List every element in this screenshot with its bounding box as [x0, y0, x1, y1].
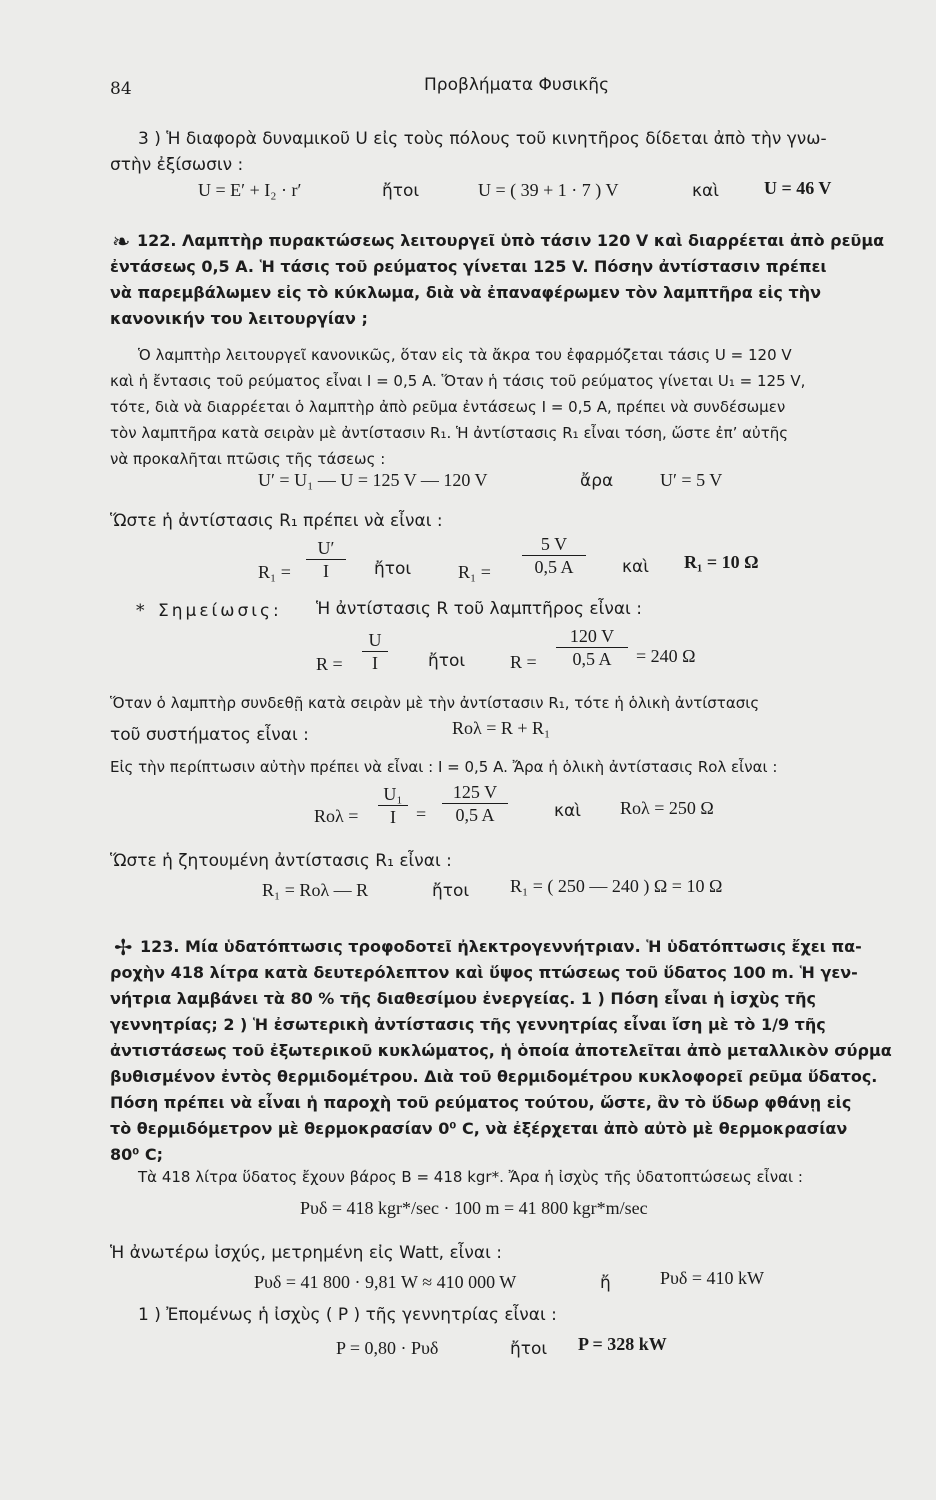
equation-connector: ἤ	[600, 1273, 611, 1293]
fraction-denominator: 0,5 A	[534, 557, 574, 577]
equation-connector: ἄρα	[580, 471, 614, 491]
solution-line: Ἡ ἀνωτέρω ἰσχύς, μετρημένη εἰς Watt, εἶναι :	[110, 1243, 502, 1263]
paragraph-line: Εἰς τὴν περίπτωσιν αὐτὴν πρέπει νὰ εἶναι : I = 0,5 A. Ἄρα ἡ ὁλικὴ ἀντίστασις Rολ εἶναι :	[110, 758, 778, 776]
equation: U = E′ + I₂ · r′	[198, 180, 302, 200]
equation: R₁ = ( 250 — 240 ) Ω = 10 Ω	[510, 876, 723, 896]
fraction-bar	[442, 803, 508, 804]
problem-statement-line: ἐντάσεως 0,5 A. Ἡ τάσις τοῦ ρεύματος γίνεται 125 V. Πόσην ἀντίστασιν πρέπει	[110, 257, 827, 276]
equation-result: U = 46 V	[764, 178, 832, 198]
paragraph-line: Ὅταν ὁ λαμπτὴρ συνδεθῇ κατὰ σειρὰν μὲ τὴν ἀντίστασιν R₁, τότε ἡ ὁλικὴ ἀντίστασις	[110, 694, 760, 712]
solution-line: καὶ ἡ ἔντασις τοῦ ρεύματος εἶναι I = 0,5 A. Ὅταν ἡ τάσις τοῦ ρεύματος γίνεται U₁ = 125 V,	[110, 372, 806, 390]
problem-statement-line: 123. Μία ὑδατόπτωσις τροφοδοτεῖ ἠλεκτρογεννήτριαν. Ἡ ὑδατόπτωσις ἔχει πα-	[140, 937, 862, 956]
problem-statement-line: γεννητρίας; 2 ) Ἡ ἐσωτερικὴ ἀντίστασις τῆς γεννητρίας εἶναι ἴση μὲ τὸ 1/9 τῆς	[110, 1015, 826, 1034]
margin-mark-icon: ✢	[114, 936, 133, 961]
fraction	[378, 784, 408, 827]
fraction-denominator: I	[390, 807, 396, 827]
margin-mark-icon: ❧	[112, 230, 131, 255]
paragraph-line: Ὥστε ἡ ζητουμένη ἀντίστασις R₁ εἶναι :	[110, 851, 452, 871]
equation: U′ = U₁ — U = 125 V — 120 V	[258, 470, 488, 490]
equation: U = ( 39 + 1 · 7 ) V	[478, 180, 619, 200]
note-label: Σημείωσις:	[158, 601, 282, 621]
problem-statement-line: Πόση πρέπει νὰ εἶναι ἡ παροχὴ τοῦ ρεύματος τούτου, ὥστε, ἂν τὸ ὕδωρ φθάνῃ εἰς	[110, 1093, 852, 1112]
fraction	[442, 782, 508, 825]
paragraph-line: 3 ) Ἡ διαφορὰ δυναμικοῦ U εἰς τοὺς πόλους τοῦ κινητῆρος δίδεται ἀπὸ τὴν γνω-	[138, 129, 827, 149]
running-title: Προβλήματα Φυσικῆς	[424, 75, 610, 95]
equation-connector: ἤτοι	[374, 559, 412, 579]
equation: Pυδ = 418 kgr*/sec · 100 m = 41 800 kgr*m/sec	[300, 1198, 648, 1218]
equation-connector: ἤτοι	[510, 1339, 548, 1359]
fraction-denominator: 0,5 A	[572, 649, 612, 669]
fraction-bar	[362, 651, 388, 652]
equation: Pυδ = 41 800 · 9,81 W ≈ 410 000 W	[254, 1272, 517, 1292]
fraction-numerator: U₁	[383, 784, 403, 804]
solution-line: τότε, διὰ νὰ διαρρέεται ὁ λαμπτὴρ ἀπὸ ρεῦμα ἐντάσεως I = 0,5 A, πρέπει νὰ συνδέσωμεν	[110, 398, 786, 416]
problem-statement-line: τὸ θερμιδόμετρον μὲ θερμοκρασίαν 0⁰ C, νὰ ἐξέρχεται ἀπὸ αὐτὸ μὲ θερμοκρασίαν	[110, 1119, 848, 1138]
equation-connector: καὶ	[692, 181, 719, 201]
equation-result: Rολ = 250 Ω	[620, 798, 714, 818]
problem-statement-line: 80⁰ C;	[110, 1145, 163, 1164]
problem-statement-line: νὰ παρεμβάλωμεν εἰς τὸ κύκλωμα, διὰ νὰ ἐπαναφέρωμεν τὸν λαμπτῆρα εἰς τὴν	[110, 283, 821, 302]
problem-statement-line: ἀντιστάσεως τοῦ ἐξωτερικοῦ κυκλώματος, ἡ ὁποία ἀποτελεῖται ἀπὸ μεταλλικὸν σύρμα	[110, 1041, 892, 1060]
equation-connector: ἤτοι	[382, 181, 420, 201]
paragraph-line: στὴν ἐξίσωσιν :	[110, 155, 244, 175]
equation-result: R₁ = 10 Ω	[684, 552, 759, 572]
equation: U′ = 5 V	[660, 470, 723, 490]
page-number: 84	[110, 79, 132, 99]
equation: R₁ = Rολ — R	[262, 880, 369, 900]
fraction-bar	[378, 805, 408, 806]
fraction	[362, 630, 388, 673]
fraction-denominator: 0,5 A	[455, 805, 495, 825]
fraction-bar	[556, 647, 628, 648]
problem-statement-line: ροχὴν 418 λίτρα κατὰ δευτερόλεπτον καὶ ὕψος πτώσεως τοῦ ὕδατος 100 m. Ἡ γεν-	[110, 963, 858, 982]
equation-connector: καὶ	[622, 557, 649, 577]
fraction-numerator: U	[368, 630, 382, 650]
equation: Rολ = R + R₁	[452, 718, 551, 738]
equation: P = 0,80 · Pυδ	[336, 1338, 439, 1358]
paragraph-line: Ὥστε ἡ ἀντίστασις R₁ πρέπει νὰ εἶναι :	[110, 511, 443, 531]
fraction-numerator: 120 V	[569, 626, 615, 646]
solution-line: 1 ) Ἐπομένως ἡ ἰσχὺς ( P ) τῆς γεννητρίας εἶναι :	[138, 1305, 557, 1325]
note-star: *	[136, 601, 145, 621]
fraction	[556, 626, 628, 669]
equation-lhs: R =	[510, 652, 537, 672]
equation-lhs: R₁ =	[258, 562, 291, 582]
note-text: Ἡ ἀντίστασις R τοῦ λαμπτῆρος εἶναι :	[316, 599, 642, 619]
equation-lhs: Rολ =	[314, 806, 359, 826]
fraction-numerator: 125 V	[452, 782, 498, 802]
equation-result: = 240 Ω	[636, 646, 696, 666]
problem-statement-line: βυθισμένον ἐντὸς θερμιδομέτρου. Διὰ τοῦ θερμιδομέτρου κυκλοφορεῖ ρεῦμα ὕδατος.	[110, 1067, 878, 1086]
solution-line: Τὰ 418 λίτρα ὕδατος ἔχουν βάρος B = 418 kgr*. Ἄρα ἡ ἰσχὺς τῆς ὑδατοπτώσεως εἶναι :	[138, 1168, 803, 1186]
fraction	[306, 538, 346, 581]
equation-connector: ἤτοι	[432, 881, 470, 901]
fraction-denominator: I	[323, 561, 329, 581]
equation-lhs: R₁ =	[458, 562, 491, 582]
equation: Pυδ = 410 kW	[660, 1268, 765, 1288]
problem-statement-line: κανονικήν του λειτουργίαν ;	[110, 309, 368, 328]
equation-connector: ἤτοι	[428, 651, 466, 671]
fraction-bar	[306, 559, 346, 560]
equation-sign: =	[416, 804, 427, 824]
equation-connector: καὶ	[554, 801, 581, 821]
solution-line: νὰ προκαλῆται πτῶσις τῆς τάσεως :	[110, 450, 386, 468]
equation-result: P = 328 kW	[578, 1334, 667, 1354]
problem-statement-line: 122. Λαμπτὴρ πυρακτώσεως λειτουργεῖ ὑπὸ τάσιν 120 V καὶ διαρρέεται ἀπὸ ρεῦμα	[137, 231, 885, 250]
solution-line: Ὁ λαμπτὴρ λειτουργεῖ κανονικῶς, ὅταν εἰς τὰ ἄκρα του ἐφαρμόζεται τάσις U = 120 V	[138, 346, 792, 364]
fraction-bar	[522, 555, 586, 556]
fraction-numerator: U′	[317, 538, 335, 558]
solution-line: τὸν λαμπτῆρα κατὰ σειρὰν μὲ ἀντίστασιν R₁. Ἡ ἀντίστασις R₁ εἶναι τόση, ὥστε ἐπ’ αὐτῆς	[110, 424, 789, 442]
equation-lhs: R =	[316, 654, 343, 674]
fraction	[522, 534, 586, 577]
paragraph-line: τοῦ συστήματος εἶναι :	[110, 725, 309, 745]
problem-statement-line: νήτρια λαμβάνει τὰ 80 % τῆς διαθεσίμου ἐνεργείας. 1 ) Πόση εἶναι ἡ ἰσχὺς τῆς	[110, 989, 816, 1008]
fraction-numerator: 5 V	[540, 534, 568, 554]
fraction-denominator: I	[372, 653, 378, 673]
